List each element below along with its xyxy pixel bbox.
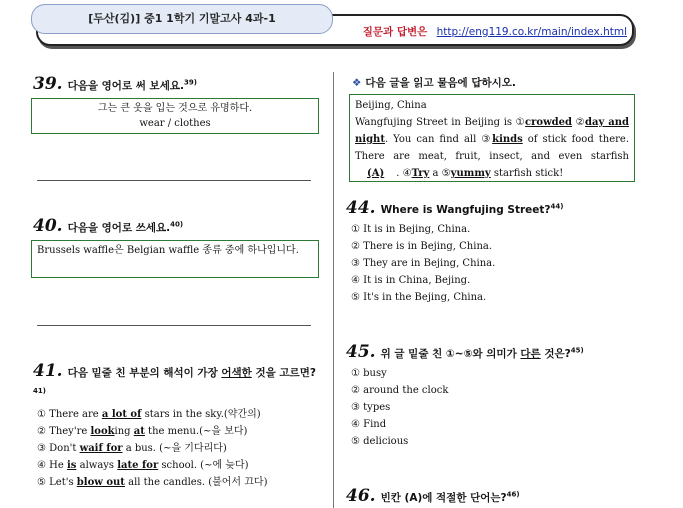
option-text: delicious — [363, 436, 409, 447]
question-instruction-end: 것을 고르면? — [251, 367, 316, 379]
question-instruction: 위 글 밑줄 친 ①~⑤와 의미가 — [380, 348, 521, 360]
option-text: always — [76, 460, 118, 471]
option-mark: ④ — [37, 460, 46, 471]
option-45-4[interactable] — [351, 419, 386, 430]
option-mark: ④ — [351, 275, 360, 286]
footnote-ref: 39) — [183, 78, 197, 87]
option-mark: ⑤ — [351, 436, 360, 447]
site-link[interactable]: http://eng119.co.kr/main/index.html — [436, 26, 627, 38]
option-45-2[interactable] — [351, 385, 448, 396]
question-number: 44. — [346, 198, 376, 218]
bullet-icon: ❖ — [352, 77, 362, 89]
option-41-4[interactable] — [37, 456, 249, 471]
option-mark: ① — [351, 368, 360, 379]
option-text: ing — [114, 426, 134, 437]
question-46-heading — [346, 486, 520, 506]
question-instruction-end: 것은? — [540, 348, 571, 360]
option-text: They're — [49, 426, 91, 437]
passage-body — [355, 114, 629, 182]
footnote-ref: 46) — [506, 490, 520, 499]
question-number: 45. — [346, 342, 376, 362]
question-41-heading — [33, 362, 318, 404]
passage-heading — [352, 75, 516, 90]
question-instruction: 다음을 영어로 쓰세요. — [67, 222, 171, 234]
option-text: around the clock — [363, 385, 449, 396]
option-41-3[interactable] — [37, 439, 227, 454]
option-41-5[interactable] — [37, 473, 268, 488]
underlined-phrase: at — [133, 426, 145, 437]
underlined-phrase: a lot of — [101, 409, 142, 420]
qa-info — [363, 24, 627, 39]
option-text: stars in the sky.(약간의) — [141, 409, 261, 420]
option-text: There are — [49, 409, 102, 420]
underlined-phrase: waif for — [79, 443, 123, 454]
underlined-word: day and night — [355, 117, 629, 145]
option-text: the menu.(~을 보다) — [144, 426, 248, 437]
option-text: There is in Bejing, China. — [363, 241, 493, 252]
answer-line-39[interactable] — [37, 180, 311, 181]
passage-text: of stick food there. There are meat, fruit, insect, and even starfish — [355, 134, 629, 162]
passage-text: Wangfujing Street in Beijing is ① — [355, 117, 526, 128]
option-mark: ② — [351, 241, 360, 252]
question-39-heading — [33, 74, 197, 94]
option-mark: ③ — [37, 443, 46, 454]
question-number: 39. — [33, 74, 63, 94]
option-text: It is in Bejing, China. — [363, 224, 471, 235]
question-instruction: Where is Wangfujing Street? — [380, 204, 551, 216]
option-44-2[interactable] — [351, 241, 492, 252]
underlined-phrase: blow out — [76, 477, 125, 488]
option-mark: ① — [37, 409, 46, 420]
answer-line-40[interactable] — [37, 325, 311, 326]
option-text: He — [49, 460, 67, 471]
option-45-1[interactable] — [351, 368, 387, 379]
option-text: all the candles. (불어서 끄다) — [124, 477, 268, 488]
option-41-1[interactable] — [37, 405, 261, 420]
option-text: Let's — [49, 477, 77, 488]
passage-text: starfish stick! — [490, 168, 564, 179]
option-text: school. (~에 늦다) — [158, 460, 249, 471]
passage-box — [349, 94, 635, 182]
underlined-phrase: is — [66, 460, 77, 471]
option-mark: ② — [351, 385, 360, 396]
question-40-heading — [33, 216, 183, 236]
option-text: a bus. (~을 기다리다) — [122, 443, 227, 454]
option-text: Don't — [49, 443, 80, 454]
qa-label: 질문과 답변은 — [362, 26, 428, 38]
underlined-word: yummy — [450, 168, 491, 179]
underlined-word: crowded — [525, 117, 573, 128]
option-text: It is in China, Bejing. — [363, 275, 471, 286]
prompt-box-40 — [31, 240, 319, 278]
emphasis-word: 다른 — [520, 348, 541, 360]
prompt-box-39 — [31, 98, 319, 134]
prompt-korean: 그는 큰 옷을 입는 것으로 유명하다. — [97, 103, 253, 114]
footnote-ref: 40) — [170, 220, 184, 229]
option-mark: ① — [351, 224, 360, 235]
question-45-heading — [346, 342, 584, 362]
option-45-5[interactable] — [351, 436, 408, 447]
option-41-2[interactable] — [37, 422, 247, 437]
underlined-phrase: look — [90, 426, 115, 437]
option-mark: ④ — [351, 419, 360, 430]
passage-text: . You can find all ③ — [384, 134, 493, 145]
underlined-phrase: late for — [117, 460, 159, 471]
question-number: 40. — [33, 216, 63, 236]
option-mark: ② — [37, 426, 46, 437]
emphasis-word: 어색한 — [221, 367, 252, 379]
worksheet-title: [두산(김)] 중1 1학기 기말고사 4과-1 — [31, 4, 333, 34]
underlined-word: Try — [411, 168, 430, 179]
question-instruction: 빈칸 (A)에 적절한 단어는? — [380, 492, 507, 504]
footnote-ref: 44) — [550, 202, 564, 211]
option-text: They are in Bejing, China. — [363, 258, 496, 269]
passage-place: Beijing, China — [355, 100, 427, 111]
question-number: 46. — [346, 486, 376, 506]
question-instruction: 다음 밑줄 친 부분의 해석이 가장 — [67, 367, 222, 379]
passage-text: a ⑤ — [429, 168, 451, 179]
option-44-5[interactable] — [351, 292, 486, 303]
option-mark: ③ — [351, 402, 360, 413]
option-44-1[interactable] — [351, 224, 470, 235]
option-mark: ⑤ — [351, 292, 360, 303]
option-text: types — [363, 402, 391, 413]
option-44-4[interactable] — [351, 275, 470, 286]
option-45-3[interactable] — [351, 402, 390, 413]
footnote-ref: 41) — [33, 387, 46, 395]
option-44-3[interactable] — [351, 258, 495, 269]
option-mark: ⑤ — [37, 477, 46, 488]
question-44-heading — [346, 198, 563, 218]
option-text: It's in the Bejing, China. — [363, 292, 487, 303]
underlined-word: kinds — [492, 134, 523, 145]
blank-a: (A) — [367, 168, 385, 179]
passage-text: ② — [572, 117, 586, 128]
prompt-hint: wear / clothes — [139, 118, 211, 129]
option-text: busy — [363, 368, 387, 379]
passage-instruction: 다음 글을 읽고 물음에 답하시오. — [365, 77, 516, 89]
prompt-sentence: Brussels waffle은 Belgian waffle 종류 중에 하나입니다. — [37, 245, 299, 256]
option-text: Find — [363, 419, 387, 430]
question-number: 41. — [33, 361, 63, 381]
footnote-ref: 45) — [570, 346, 584, 355]
passage-text: . ④ — [396, 168, 412, 179]
option-mark: ③ — [351, 258, 360, 269]
column-divider — [333, 72, 334, 508]
question-instruction: 다음을 영어로 써 보세요. — [67, 80, 184, 92]
